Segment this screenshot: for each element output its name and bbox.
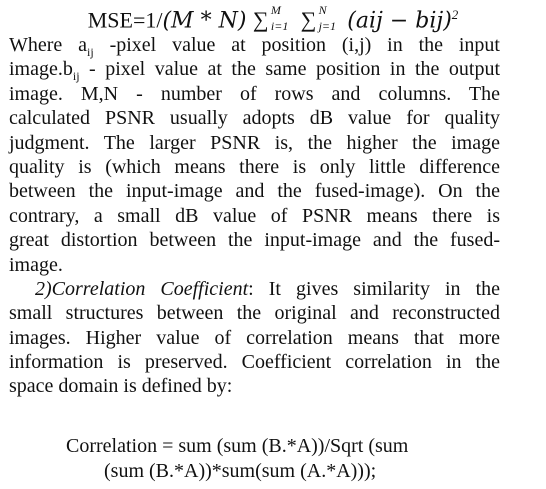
p2-line-2: small structures between the original and reconstructed xyxy=(9,302,500,325)
mse-body: (aij − bij) xyxy=(347,8,452,34)
p1-line-7: between the input-image and the fused-image). On the xyxy=(9,180,500,203)
p1-line-4: calculated PSNR usually adopts dB value for quality xyxy=(9,107,500,130)
p2-line-4: information is preserved. Coefficient correlation in the xyxy=(9,351,500,374)
p2-line-3: images. Higher value of correlation means that more xyxy=(9,326,500,349)
body-text xyxy=(9,33,500,399)
p1-line-10: image. xyxy=(9,253,63,276)
mse-denominator: (M * N) xyxy=(162,8,247,34)
p1-l2-sub: ij xyxy=(72,69,80,84)
mse-formula xyxy=(0,0,546,34)
p2-line-5: space domain is defined by: xyxy=(9,375,233,398)
p1-line-3: image. M,N - number of rows and columns. The xyxy=(9,82,500,105)
sum-j-lower: j=1 xyxy=(318,19,337,34)
sum-i-lower: i=1 xyxy=(270,19,289,34)
p1-line-8: contrary, a small dB value of PSNR means there is xyxy=(9,204,500,227)
correlation-line-1: Correlation = sum (sum (B.*A))/Sqrt (sum xyxy=(66,435,409,457)
sum-i: ∑ M i=1 xyxy=(252,3,289,34)
p2-l1-rest: : It gives similarity in the xyxy=(248,277,501,300)
p1-line-1 xyxy=(9,33,500,57)
mse-exponent: 2 xyxy=(451,7,459,22)
p1-l2-a: image.b xyxy=(9,58,73,81)
p1-l2-b: - pixel value at the same position in the output xyxy=(79,58,500,81)
correlation-line-2: (sum (B.*A))*sum(sum (A.*A))); xyxy=(104,460,377,482)
p1-line-6: quality is (which means there is only little difference xyxy=(9,155,500,178)
p1-line-9: great distortion between the input-image and the fused- xyxy=(9,229,500,252)
sum-j-upper: N xyxy=(318,3,327,18)
mse-lhs: MSE=1/ xyxy=(87,7,163,33)
p2-line-1 xyxy=(9,277,500,301)
p1-l1-a: Where a xyxy=(9,34,88,56)
sum-i-upper: M xyxy=(270,3,281,18)
sum-j: ∑ N j=1 xyxy=(300,3,337,34)
p1-line-5: judgment. The larger PSNR is, the higher the image xyxy=(9,131,500,154)
p2-heading: 2)Correlation Coefficient xyxy=(35,277,249,300)
p1-l1-b: -pixel value at position (i,j) in the input xyxy=(93,34,500,56)
p1-line-2 xyxy=(9,57,500,84)
p1-l1-sub: ij xyxy=(87,45,94,59)
